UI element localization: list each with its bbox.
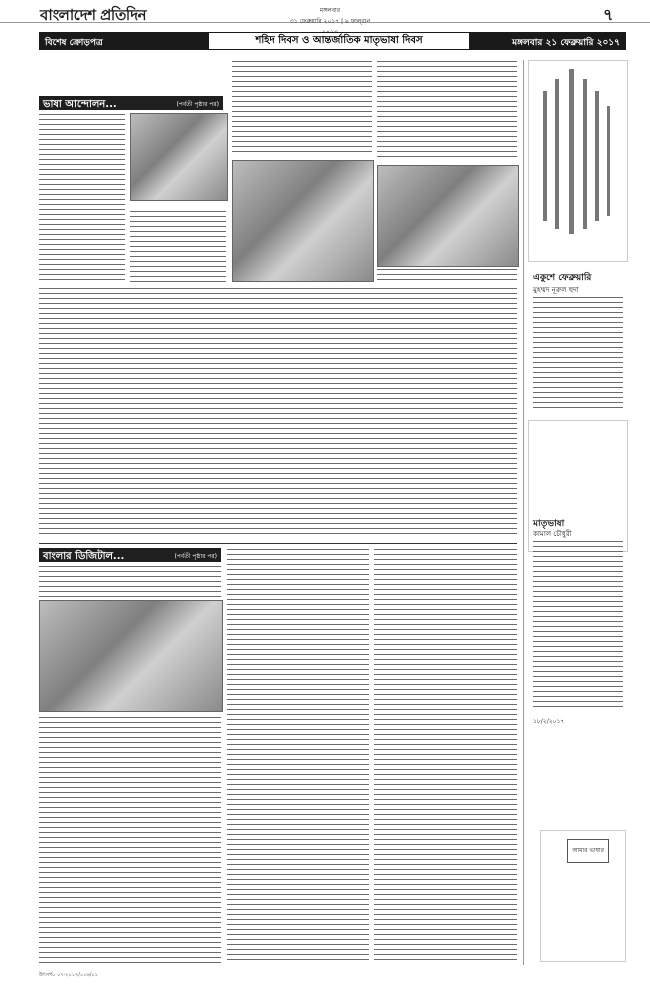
protest-placard: আমার ভাষার — [567, 839, 609, 863]
article1-text-col2 — [130, 210, 226, 283]
article1-continued: (পর্বতী পৃষ্ঠার পর) — [176, 101, 219, 108]
article1-photo-3 — [377, 165, 519, 267]
banner-title: শহিদ দিবস ও আন্তর্জাতিক মাতৃভাষা দিবস — [209, 33, 469, 49]
page-number: ৭ — [603, 5, 614, 24]
article2-heading-bar — [39, 548, 221, 562]
article2-text-col1 — [39, 716, 221, 966]
article1-heading-bar — [39, 96, 223, 110]
issue-day: মঙ্গলবার — [319, 7, 341, 14]
article1-text-body — [39, 287, 517, 537]
article1-text-col3 — [232, 60, 372, 156]
column-divider — [523, 60, 524, 965]
article2-heading: বাংলার ডিজিটাল... — [43, 551, 125, 562]
poem1-title: একুশে ফেব্রুয়ারি — [533, 273, 592, 283]
banner-date: মঙ্গলবার ২১ ফেব্রুয়ারি ২০১৭ — [512, 38, 620, 48]
article1-photo-2 — [232, 160, 374, 282]
article2-text-col2 — [227, 548, 369, 964]
article2-intro-text — [39, 565, 221, 597]
poem2-text — [533, 540, 623, 710]
poem2-title: মাতৃভাষা — [533, 519, 565, 529]
section-label: বিশেষ ক্রোড়পত্র — [45, 38, 103, 48]
newspaper-logo: বাংলাদেশ প্রতিদিন — [40, 6, 147, 24]
article2-continued: (পর্বতী পৃষ্ঠার পর) — [174, 553, 217, 560]
article-divider — [39, 543, 517, 544]
article1-text-col1 — [39, 113, 125, 283]
shaheed-minar-sketch — [528, 60, 628, 262]
article1-photo-caption — [130, 201, 226, 209]
article2-text-col3 — [374, 548, 517, 964]
issue-date: ৩১ ফেব্রুয়ারি ২০১৭ | ৯ ফাল্গুন — [289, 18, 371, 25]
article1-heading: ভাষা আন্দোলন... — [43, 99, 117, 110]
poem2-date: ১৮/২/২০১৭ — [533, 718, 565, 724]
article1-text-col5 — [377, 268, 517, 283]
masthead — [0, 0, 650, 23]
protest-sketch — [540, 830, 626, 962]
section-banner — [39, 32, 626, 50]
poem2-author: কামাল চৌধুরী — [533, 530, 572, 538]
poem1-text — [533, 296, 623, 411]
article2-photo — [39, 600, 223, 712]
poem1-author: মুহম্মদ নূরুল হুদা — [533, 286, 579, 294]
page-footer: উৎসৰ্গ০ ০৭-২০১৭/০১৬/০১ — [39, 972, 98, 978]
article1-photo — [130, 113, 228, 201]
article1-text-col4 — [377, 60, 517, 160]
